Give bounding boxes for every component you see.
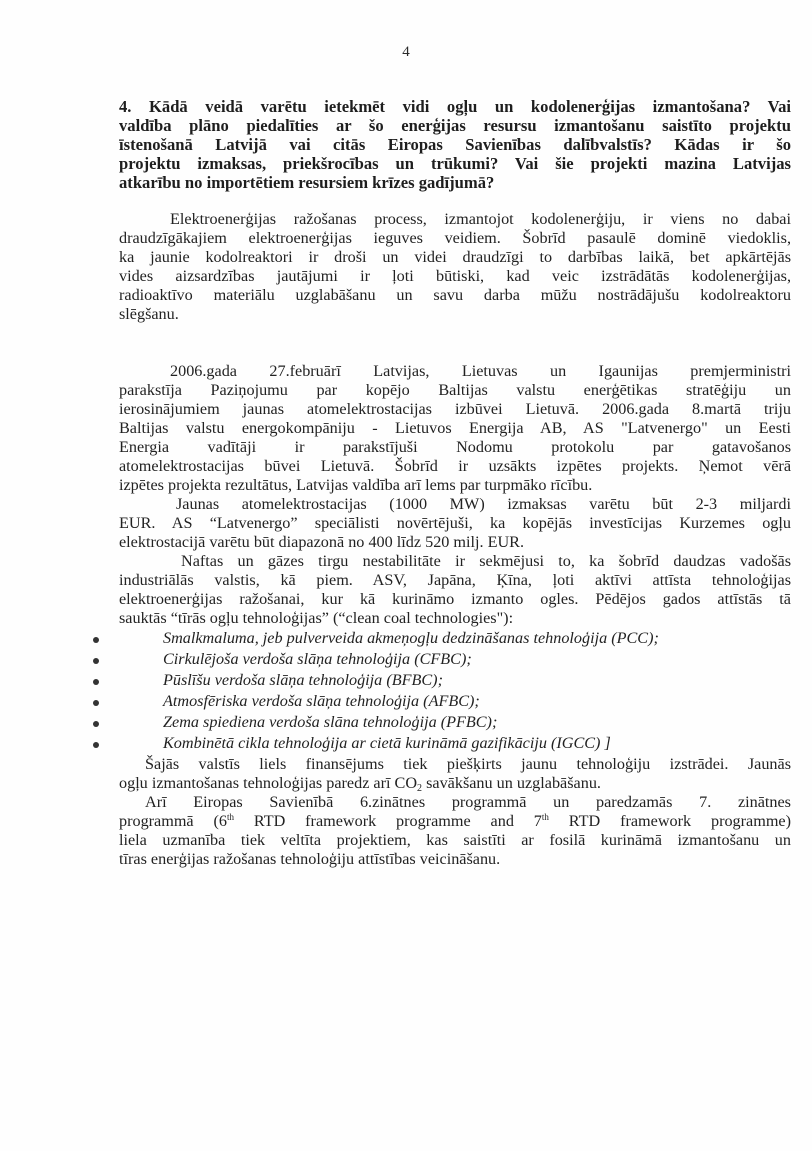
text-line xyxy=(119,774,601,793)
text-fragment: savākšanu un uzglabāšanu. xyxy=(422,774,601,792)
text-line: elektrostacijā varētu būt diapazonā no 400 līdz 520 milj. EUR. xyxy=(119,533,525,551)
heading-line: projektu izmaksas, priekšrocības un trūkumi? Vai šie projekti mazina Latvijas xyxy=(119,154,791,173)
list-item: Smalkmaluma, jeb pulverveida akmeņogļu dedzināšanas tehnoloģija (PCC); xyxy=(163,629,659,647)
bullet-icon xyxy=(93,742,99,748)
text-line: EUR. AS “Latvenergo” speciālisti novērtējuši, ka kopējās investīcijas Kurzemes ogļu xyxy=(119,514,791,532)
text-line: sauktās “tīrās ogļu tehnoloģijas” (“clean coal technologies"): xyxy=(119,609,514,627)
text-line: radioaktīvo materiālu uzglabāšanu un savu darba mūžu nostrādājušu kodolreaktoru xyxy=(119,286,791,304)
text-fragment: ogļu izmantošanas tehnoloģijas paredz arī CO xyxy=(119,774,418,792)
text-line: Energia vadītāji ir parakstījuši Nodomu protokolu par gatavošanos xyxy=(119,438,791,456)
bullet-icon xyxy=(93,679,99,685)
list-item: Cirkulējoša verdoša slāņa tehnoloģija (CFBC); xyxy=(163,650,472,668)
text-line: Arī Eiropas Savienībā 6.zinātnes programmā un paredzamās 7. zinātnes xyxy=(145,793,791,811)
text-line: tīras enerģijas ražošanas tehnoloģiju attīstības veicināšanu. xyxy=(119,850,501,868)
bullet-icon xyxy=(93,637,99,643)
list-item: Kombinētā cikla tehnoloģija ar cietā kurināmā gazifikāciju (IGCC) ] xyxy=(163,734,611,752)
bullet-icon xyxy=(93,721,99,727)
text-line: industriālās valstis, kā piem. ASV, Japāna, Ķīna, ļoti aktīvi attīsta tehnoloģijas xyxy=(119,571,791,589)
text-line: vides aizsardzības jautājumi ir ļoti būtiski, kad veic izstrādātās kodolenerģijas, xyxy=(119,267,791,285)
bullet-icon xyxy=(93,700,99,706)
superscript: th xyxy=(541,812,549,822)
heading-line: valdība plāno piedalīties ar šo enerģijas resursu izmantošanu saistīto projektu xyxy=(119,116,791,135)
list-item: Pūslīšu verdoša slāņa tehnoloģija (BFBC); xyxy=(163,671,443,689)
text-line: Baltijas valstu energokompāniju - Lietuvos Energija AB, AS "Latvenergo" un Eesti xyxy=(119,419,791,437)
superscript: th xyxy=(226,812,234,822)
subscript: 2 xyxy=(417,783,423,794)
text-line: ka jaunie kodolreaktori ir droši un videi draudzīgi to darbības laikā, bet apkārtējās xyxy=(119,248,791,266)
bullet-icon xyxy=(93,658,99,664)
heading-line: atkarību no importētiem resursiem krīzes gadījumā? xyxy=(119,173,495,192)
text-line xyxy=(119,812,791,831)
text-line: elektroenerģijas ražošanai, kur kā kurināmo izmanto ogles. Pēdējos gados attīstās tā xyxy=(119,590,791,608)
text-line: parakstīja Paziņojumu par kopējo Baltijas valstu enerģētikas stratēģiju un xyxy=(119,381,791,399)
text-line: Jaunas atomelektrostacijas (1000 MW) izmaksas varētu būt 2-3 miljardi xyxy=(176,495,791,513)
text-line: izpētes projekta rezultātus, Latvijas valdība arī lems par turpmāko rīcību. xyxy=(119,476,593,494)
list-item: Atmosfēriska verdoša slāņa tehnoloģija (AFBC); xyxy=(163,692,480,710)
text-fragment: RTD framework programme and 7 xyxy=(234,812,542,830)
page-number: 4 xyxy=(402,44,410,60)
text-line: 2006.gada 27.februārī Latvijas, Lietuvas un Igaunijas premjerministri xyxy=(170,362,791,380)
list-item: Zema spiediena verdoša slāna tehnoloģija (PFBC); xyxy=(163,713,498,731)
text-line: Elektroenerģijas ražošanas process, izmantojot kodolenerģiju, ir viens no dabai xyxy=(170,210,791,228)
text-line: atomelektrostacijas būvei Lietuvā. Šobrīd ir uzsākts izpētes projekts. Ņemot vērā xyxy=(119,457,791,475)
text-line: slēgšanu. xyxy=(119,305,179,323)
text-line: ierosinājumiem jaunas atomelektrostacijas izbūvei Lietuvā. 2006.gada 8.martā triju xyxy=(119,400,791,418)
heading-line: īstenošanā Latvijā vai citās Eiropas Savienības dalībvalstīs? Kādas ir šo xyxy=(119,135,791,154)
text-fragment: programmā (6 xyxy=(119,812,227,830)
heading-line: 4. Kādā veidā varētu ietekmēt vidi ogļu un kodolenerģijas izmantošana? Vai xyxy=(119,97,791,116)
text-line: Naftas un gāzes tirgu nestabilitāte ir sekmējusi to, ka šobrīd daudzas vadošās xyxy=(181,552,791,570)
text-fragment: RTD framework programme) xyxy=(548,812,791,830)
text-line: Šajās valstīs liels finansējums tiek piešķirts jaunu tehnoloģiju izstrādei. Jaunās xyxy=(145,755,791,773)
text-line: liela uzmanība tiek veltīta projektiem, kas saistīti ar fosilā kurināmā izmantošanu un xyxy=(119,831,791,849)
text-line: draudzīgākajiem elektroenerģijas ieguves veidiem. Šobrīd pasaulē dominē viedoklis, xyxy=(119,229,791,247)
